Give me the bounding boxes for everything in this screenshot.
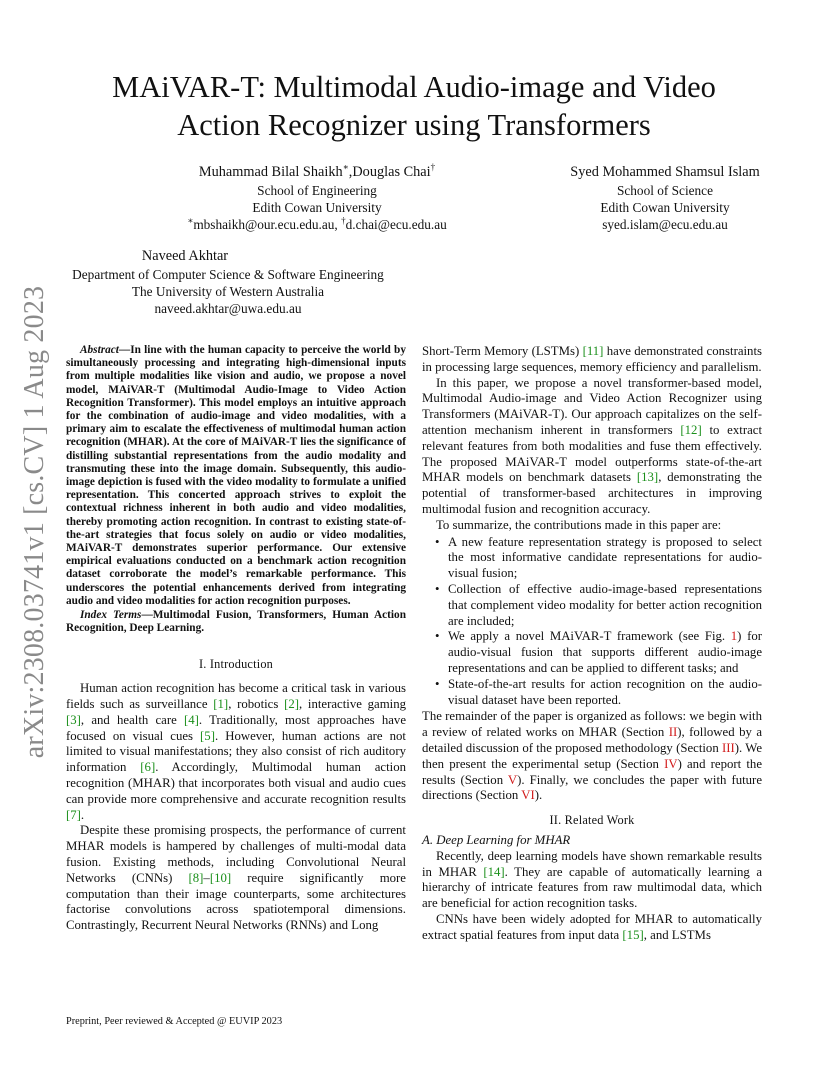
author-block-2: [540, 163, 790, 233]
related-paragraph-1: Recently, deep learning models have shown remarkable results in MHAR [14]. They are capable of automatically learning a hierarchy of intricate features from raw multimodal data, which are beneficial for action recognition tasks.: [422, 848, 762, 911]
author-block-1: [172, 163, 462, 233]
right-column: [422, 344, 762, 943]
author-emails: ∗mbshaikh@our.ecu.edu.au, †d.chai@ecu.edu.au: [187, 215, 447, 232]
author-inst: Edith Cowan University: [600, 200, 730, 215]
index-terms: Index Terms—Multimodal Fusion, Transformers, Human Action Recognition, Deep Learning.: [66, 609, 406, 635]
citation-link[interactable]: [10]: [209, 870, 232, 885]
author-block-3: [60, 247, 396, 317]
citation-link[interactable]: [8]: [188, 870, 204, 885]
title-line-1: MAiVAR-T: Multimodal Audio-image and Video: [112, 70, 716, 104]
citation-link[interactable]: [1]: [213, 697, 229, 712]
intro-paragraph-1: Human action recognition has become a critical task in various fields such as surveillance [1], robotics [2], interactive gaming [3], and health care [4]. Traditionally, most approaches have focused on visual cues [5]. However, human actions are not limited to visual manifestations; they also consist of rich auditory information [6]. Accordingly, Multimodal human action recognition (MHAR) that incorporates both visual and audio cues can provide more comprehensive and accurate recognition results [7].: [66, 681, 407, 822]
page-footer: Preprint, Peer reviewed & Accepted @ EUVIP 2023: [66, 1016, 283, 1027]
intro-paragraph-2-continued: Short-Term Memory (LSTMs) [11] have demonstrated constraints in processing large sequences, memory efficiency and parallelism.: [422, 344, 762, 374]
citation-link[interactable]: [3]: [66, 712, 81, 727]
section-heading-introduction: I. Introduction: [198, 657, 274, 672]
citation-link[interactable]: [5]: [200, 728, 215, 743]
title-line-2: Action Recognizer using Transformers: [177, 108, 651, 142]
author-dept: Department of Computer Science & Software Engineering: [72, 267, 384, 282]
intro-paragraph-5: The remainder of the paper is organized as follows: we begin with a review of related works on MHAR (Section II), followed by a detailed discussion of the proposed methodology (Section III). We then present the experimental setup (Section IV) and report the results (Section V). Finally, we concludes the paper with future directions (Section VI).: [422, 709, 762, 803]
section-link[interactable]: III: [721, 740, 735, 755]
paper-title: [0, 68, 828, 144]
citation-link[interactable]: [11]: [582, 344, 604, 358]
citation-link[interactable]: [2]: [284, 697, 299, 712]
citation-link[interactable]: [15]: [622, 927, 644, 942]
intro-paragraph-4: To summarize, the contributions made in this paper are:: [436, 517, 722, 532]
author-dept: School of Engineering: [257, 183, 377, 198]
section-link[interactable]: VI: [521, 788, 535, 803]
author-inst: The University of Western Australia: [131, 284, 325, 299]
section-link[interactable]: IV: [664, 756, 678, 771]
list-item: • We apply a novel MAiVAR-T framework (see Fig. 1) for audio-visual fusion that supports different audio-image representations and can be applied to different tasks; and: [448, 629, 762, 676]
left-column: [66, 344, 406, 934]
section-heading-related-work: II. Related Work: [549, 813, 635, 828]
list-item: • State-of-the-art results for action recognition on the audio-visual dataset have been reported.: [448, 677, 762, 709]
section-link[interactable]: V: [507, 772, 518, 787]
list-item: • A new feature representation strategy is proposed to select the most informative candidate representations for audio-visual fusion;: [448, 535, 762, 582]
citation-link[interactable]: [14]: [483, 864, 505, 879]
figure-link[interactable]: 1: [730, 629, 738, 644]
author-inst: Edith Cowan University: [252, 200, 382, 215]
citation-link[interactable]: [12]: [680, 422, 702, 437]
arxiv-id: arXiv:2308.03741v1 [cs.CV] 1 Aug 2023: [19, 285, 50, 759]
intro-paragraph-3: In this paper, we propose a novel transformer-based model, Multimodal Audio-image and Video Action Recognizer using Transformers (MAiVAR-T). Our approach capitalizes on the self-attention mechanism inherent in transformers [12] to extract relevant features from both modalities and fuse them effectively. The proposed MAiVAR-T model outperforms state-of-the-art MHAR models on benchmark datasets [13], demonstrating the potential of transformer-based architectures in improving multimodal fusion and recognition accuracy.: [422, 375, 762, 516]
section-link[interactable]: II: [668, 725, 678, 740]
related-paragraph-2: CNNs have been widely adopted for MHAR to automatically extract spatial features from input data [15], and LSTMs: [422, 911, 762, 942]
intro-paragraph-2: Despite these promising prospects, the performance of current MHAR models is hampered by challenges of multi-modal data fusion. Existing methods, including Convolutional Neural Networks (CNNs) [8]–[10] require significantly more computation than their image counterparts, some architectures factorise convolutions across spatiotemporal dimensions. Contrastingly, Recurrent Neural Networks (RNNs) and Long: [66, 823, 406, 933]
citation-link[interactable]: [6]: [140, 760, 156, 775]
list-item: • Collection of effective audio-image-based representations that complement video modality for better action recognition are included;: [448, 582, 762, 629]
author-email: naveed.akhtar@uwa.edu.au: [154, 301, 302, 316]
author-name: Syed Mohammed Shamsul Islam: [570, 164, 760, 180]
author-dept: School of Science: [616, 183, 713, 198]
abstract: Abstract—In line with the human capacity to perceive the world by simultaneously processing and integrating high-dimensional inputs from multiple modalities like vision and audio, we propose a novel model, MAiVAR-T (Multimodal Audio-Image to Video Action Recognition Transformer). This model employs an intuitive approach for the combination of audio-image and video modalities, with a primary aim to escalate the effectiveness of multimodal human action recognition (MHAR). At the core of MAiVAR-T lies the significance of distilling substantial representations from the audio modality and transmuting these into the image domain. Subsequently, this audio-image depiction is fused with the video modality to formulate a unified representation. This concerted approach strives to exploit the contextual richness inherent in both audio and video modalities, thereby promoting action recognition. In contrast to existing state-of-the-art strategies that focus solely on audio or video modalities, MAiVAR-T demonstrates superior performance. Our extensive empirical evaluations conducted on a benchmark action recognition dataset corroborate the model’s remarkable performance. This underscores the potential enhancements derived from integrating audio and video modalities for action recognition purposes.: [66, 344, 406, 607]
citation-link[interactable]: [7]: [66, 807, 81, 822]
citation-link[interactable]: [13]: [636, 470, 659, 485]
author-email: syed.islam@ecu.edu.au: [602, 217, 728, 232]
subsection-heading: A. Deep Learning for MHAR: [422, 832, 571, 847]
author-name: Naveed Akhtar: [141, 248, 229, 264]
citation-link[interactable]: [4]: [183, 712, 199, 727]
contributions-list: [422, 535, 762, 709]
arxiv-stamp: [19, 285, 50, 759]
author-names: Muhammad Bilal Shaikh∗,Douglas Chai†: [198, 162, 436, 180]
